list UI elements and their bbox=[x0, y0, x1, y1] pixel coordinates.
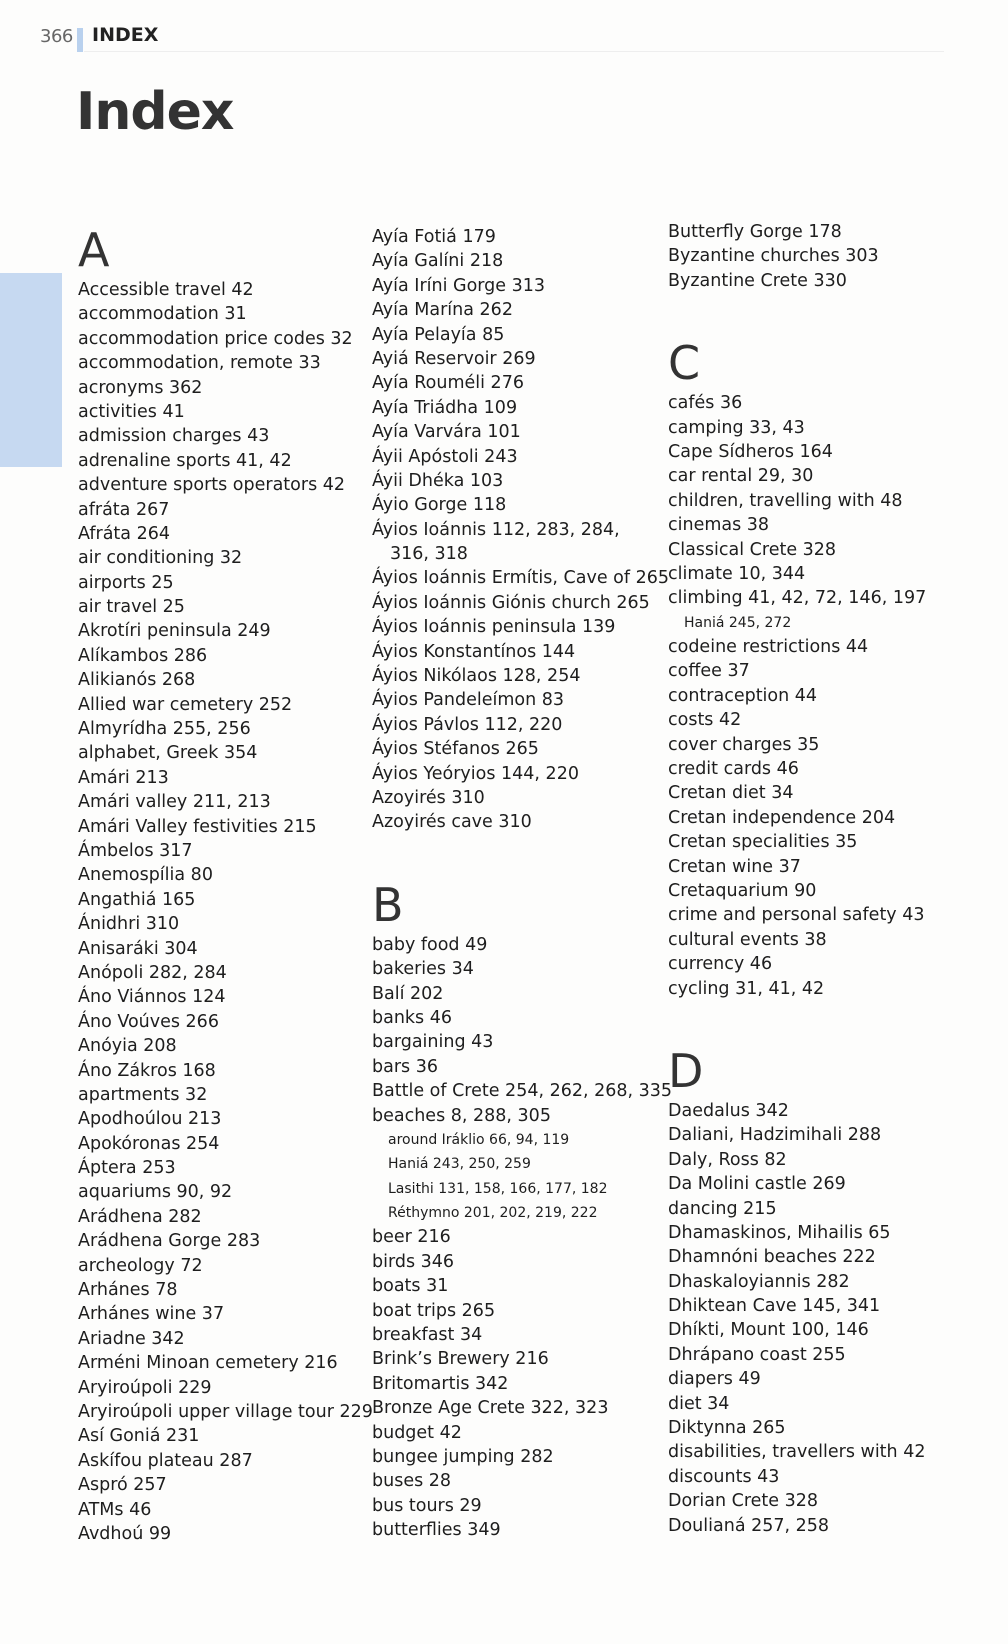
index-entry: Cretan independence 204 bbox=[668, 807, 896, 828]
index-entry: afráta 267 bbox=[78, 499, 170, 520]
index-entry: aquariums 90, 92 bbox=[78, 1182, 233, 1203]
index-entry: Avdhoú 99 bbox=[78, 1523, 172, 1544]
index-entry: Ayía Pelayía 85 bbox=[372, 324, 505, 345]
index-entry: Byzantine Crete 330 bbox=[668, 270, 847, 291]
index-entry: Arhánes 78 bbox=[78, 1280, 178, 1301]
index-entry: accommodation 31 bbox=[78, 304, 247, 325]
index-entry: adrenaline sports 41, 42 bbox=[78, 450, 292, 471]
index-entry: dancing 215 bbox=[668, 1198, 777, 1219]
index-entry: beaches 8, 288, 305 bbox=[372, 1105, 551, 1126]
index-entry: Diktynna 265 bbox=[668, 1418, 786, 1439]
index-entry: Daliani, Hadzimihali 288 bbox=[668, 1125, 882, 1146]
index-entry: airports 25 bbox=[78, 572, 174, 593]
index-entry: Daedalus 342 bbox=[668, 1100, 789, 1121]
index-entry: baby food 49 bbox=[372, 934, 488, 955]
index-entry: Daly, Ross 82 bbox=[668, 1149, 787, 1170]
index-entry: Áno Viánnos 124 bbox=[78, 987, 226, 1008]
index-entry: Cretan specialities 35 bbox=[668, 832, 858, 853]
index-entry: butterflies 349 bbox=[372, 1520, 501, 1541]
index-entry: bars 36 bbox=[372, 1056, 438, 1077]
index-entry: Ayía Triádha 109 bbox=[372, 397, 518, 418]
index-entry: climbing 41, 42, 72, 146, 197 bbox=[668, 588, 927, 609]
index-entry: cultural events 38 bbox=[668, 929, 827, 950]
index-entry: currency 46 bbox=[668, 954, 773, 975]
section-letter-heading: A bbox=[78, 223, 110, 277]
index-entry: car rental 29, 30 bbox=[668, 466, 814, 487]
index-entry: codeine restrictions 44 bbox=[668, 637, 869, 658]
index-entry: Amári Valley festivities 215 bbox=[78, 816, 317, 837]
index-entry: Almyrídha 255, 256 bbox=[78, 719, 251, 740]
index-entry: Áyios Ioánnis peninsula 139 bbox=[372, 617, 616, 638]
index-entry: climate 10, 344 bbox=[668, 563, 806, 584]
index-entry: Arádhena 282 bbox=[78, 1206, 202, 1227]
index-entry: Alíkambos 286 bbox=[78, 645, 208, 666]
index-entry: Áyios Konstantínos 144 bbox=[372, 641, 576, 662]
index-entry: Áptera 253 bbox=[78, 1158, 176, 1179]
index-entry: bargaining 43 bbox=[372, 1032, 494, 1053]
index-entry: breakfast 34 bbox=[372, 1325, 483, 1346]
page-title: Index bbox=[76, 82, 234, 142]
index-entry: Anemospília 80 bbox=[78, 865, 213, 886]
index-entry: Dhamaskinos, Mihailis 65 bbox=[668, 1222, 891, 1243]
index-entry: crime and personal safety 43 bbox=[668, 905, 925, 926]
index-entry: Azoyirés 310 bbox=[372, 787, 485, 808]
index-subentry: Réthymno 201, 202, 219, 222 bbox=[388, 1205, 598, 1222]
index-entry: accommodation price codes 32 bbox=[78, 328, 353, 349]
index-entry: Aryiroúpoli upper village tour 229 bbox=[78, 1401, 373, 1422]
index-entry: ATMs 46 bbox=[78, 1499, 152, 1520]
index-entry: Áyios Stéfanos 265 bbox=[372, 739, 539, 760]
index-entry: buses 28 bbox=[372, 1471, 452, 1492]
index-entry: Ayía Marína 262 bbox=[372, 300, 513, 321]
index-entry: Dhrápano coast 255 bbox=[668, 1344, 846, 1365]
index-entry: Áyios Ioánnis 112, 283, 284, bbox=[372, 519, 620, 540]
index-entry: Ayía Varvára 101 bbox=[372, 422, 521, 443]
index-entry: Classical Crete 328 bbox=[668, 539, 837, 560]
index-entry: Dhamnóni beaches 222 bbox=[668, 1247, 876, 1268]
index-entry: Áyios Ioánnis Giónis church 265 bbox=[372, 592, 650, 613]
index-entry: credit cards 46 bbox=[668, 759, 799, 780]
index-entry: Áyios Pávlos 112, 220 bbox=[372, 714, 563, 735]
index-entry: apartments 32 bbox=[78, 1084, 208, 1105]
index-entry: Balí 202 bbox=[372, 983, 444, 1004]
index-entry: Áyii Apóstoli 243 bbox=[372, 446, 518, 467]
index-entry: Battle of Crete 254, 262, 268, 335 bbox=[372, 1081, 673, 1102]
index-entry: air conditioning 32 bbox=[78, 548, 243, 569]
index-entry: admission charges 43 bbox=[78, 426, 270, 447]
index-entry: Cretan diet 34 bbox=[668, 783, 794, 804]
index-entry: Ayía Rouméli 276 bbox=[372, 373, 524, 394]
index-entry: Accessible travel 42 bbox=[78, 280, 254, 300]
index-entry: Cretaquarium 90 bbox=[668, 880, 817, 901]
index-entry: Bronze Age Crete 322, 323 bbox=[372, 1398, 609, 1419]
index-entry: Aryiroúpoli 229 bbox=[78, 1377, 212, 1398]
index-entry: boat trips 265 bbox=[372, 1300, 496, 1321]
index-entry: coffee 37 bbox=[668, 661, 750, 682]
index-entry: cinemas 38 bbox=[668, 515, 770, 536]
index-entry-continuation: 316, 318 bbox=[390, 544, 468, 565]
index-entry: Áyios Yeóryios 144, 220 bbox=[372, 763, 579, 784]
index-entry: Anisaráki 304 bbox=[78, 938, 198, 959]
index-entry: Anópoli 282, 284 bbox=[78, 962, 227, 983]
index-column-1 bbox=[78, 222, 378, 1546]
index-entry: cover charges 35 bbox=[668, 734, 820, 755]
index-entry: Ánidhri 310 bbox=[78, 914, 180, 935]
index-entry: Ayía Fotiá 179 bbox=[372, 227, 496, 247]
index-entry: Azoyirés cave 310 bbox=[372, 812, 532, 833]
index-entry: Apokóronas 254 bbox=[78, 1133, 220, 1154]
index-entry: alphabet, Greek 354 bbox=[78, 743, 258, 764]
index-entry: acronyms 362 bbox=[78, 377, 203, 398]
index-subentry: Haniá 245, 272 bbox=[684, 614, 792, 631]
index-entry: camping 33, 43 bbox=[668, 417, 805, 438]
index-entry: birds 346 bbox=[372, 1251, 455, 1272]
thumb-tab-marker bbox=[0, 273, 62, 467]
index-entry: budget 42 bbox=[372, 1422, 462, 1443]
index-entry: Ámbelos 317 bbox=[78, 840, 193, 861]
index-entry: Da Molini castle 269 bbox=[668, 1174, 846, 1195]
page-number: 366 bbox=[40, 26, 73, 47]
index-entry: Akrotíri peninsula 249 bbox=[78, 621, 271, 642]
index-entry: bungee jumping 282 bbox=[372, 1446, 554, 1467]
index-entry: Arádhena Gorge 283 bbox=[78, 1231, 261, 1252]
index-entry: Amári 213 bbox=[78, 767, 169, 788]
index-entry: Ayiá Reservoir 269 bbox=[372, 348, 536, 369]
index-entry: Doulianá 257, 258 bbox=[668, 1515, 830, 1536]
index-entry: Cape Sídheros 164 bbox=[668, 441, 833, 462]
index-entry: Britomartis 342 bbox=[372, 1373, 509, 1394]
index-entry: cycling 31, 41, 42 bbox=[668, 978, 825, 999]
index-entry: activities 41 bbox=[78, 401, 185, 422]
index-entry: cafés 36 bbox=[668, 393, 743, 414]
index-entry: Dhiktean Cave 145, 341 bbox=[668, 1296, 881, 1317]
index-entry: children, travelling with 48 bbox=[668, 490, 903, 511]
section-letter-heading: C bbox=[668, 336, 701, 391]
index-entry: archeology 72 bbox=[78, 1255, 203, 1276]
index-entry: Áno Voúves 266 bbox=[78, 1011, 219, 1032]
index-entry: Afráta 264 bbox=[78, 523, 170, 544]
index-entry: Byzantine churches 303 bbox=[668, 246, 879, 267]
index-entry: Así Goniá 231 bbox=[78, 1426, 200, 1447]
header-accent-bar bbox=[77, 28, 83, 52]
running-title: INDEX bbox=[92, 24, 159, 46]
section-letter-heading: B bbox=[372, 877, 404, 932]
index-entry: adventure sports operators 42 bbox=[78, 475, 346, 496]
index-column-2 bbox=[372, 225, 672, 1543]
index-entry: Áyios Pandeleímon 83 bbox=[372, 690, 565, 711]
index-column-3 bbox=[668, 220, 968, 1538]
index-entry: Askífou plateau 287 bbox=[78, 1450, 253, 1471]
index-entry: Ayía Galíni 218 bbox=[372, 251, 504, 272]
index-entry: Arhánes wine 37 bbox=[78, 1304, 225, 1325]
index-entry: Áyios Nikólaos 128, 254 bbox=[372, 666, 581, 687]
index-entry: Áyio Gorge 118 bbox=[372, 495, 507, 516]
index-subentry: around Iráklio 66, 94, 119 bbox=[388, 1131, 570, 1148]
index-entry: Aspró 257 bbox=[78, 1475, 167, 1496]
index-entry: Dorian Crete 328 bbox=[668, 1491, 819, 1512]
index-subentry: Lasithi 131, 158, 166, 177, 182 bbox=[388, 1180, 608, 1197]
index-entry: Áyios Ioánnis Ermítis, Cave of 265 bbox=[372, 568, 669, 589]
index-entry: Alikianós 268 bbox=[78, 670, 196, 691]
section-letter-heading: D bbox=[668, 1043, 704, 1098]
index-entry: bus tours 29 bbox=[372, 1495, 482, 1516]
index-entry: Butterfly Gorge 178 bbox=[668, 222, 842, 242]
index-entry: Ariadne 342 bbox=[78, 1328, 185, 1349]
index-entry: air travel 25 bbox=[78, 597, 185, 618]
index-entry: costs 42 bbox=[668, 710, 742, 731]
index-entry: boats 31 bbox=[372, 1276, 449, 1297]
index-entry: Anóyia 208 bbox=[78, 1036, 177, 1057]
index-entry: Amári valley 211, 213 bbox=[78, 792, 271, 813]
index-entry: bakeries 34 bbox=[372, 959, 474, 980]
index-entry: discounts 43 bbox=[668, 1466, 780, 1487]
index-entry: diet 34 bbox=[668, 1393, 730, 1414]
index-entry: Áno Zákros 168 bbox=[78, 1060, 216, 1081]
index-entry: Ayía Iríni Gorge 313 bbox=[372, 275, 546, 296]
index-entry: Dhaskaloyiannis 282 bbox=[668, 1271, 850, 1292]
index-entry: Cretan wine 37 bbox=[668, 856, 801, 877]
index-entry: Brink’s Brewery 216 bbox=[372, 1349, 549, 1370]
index-entry: Apodhoúlou 213 bbox=[78, 1109, 222, 1130]
header-rule bbox=[84, 51, 944, 52]
index-entry: Dhíkti, Mount 100, 146 bbox=[668, 1320, 869, 1341]
index-entry: Áyii Dhéka 103 bbox=[372, 470, 504, 491]
index-entry: Angathiá 165 bbox=[78, 889, 196, 910]
index-entry: Allied war cemetery 252 bbox=[78, 694, 293, 715]
index-entry: accommodation, remote 33 bbox=[78, 353, 321, 374]
index-entry: banks 46 bbox=[372, 1007, 453, 1028]
index-subentry: Haniá 243, 250, 259 bbox=[388, 1156, 531, 1173]
index-entry: beer 216 bbox=[372, 1227, 451, 1248]
index-entry: contraception 44 bbox=[668, 685, 818, 706]
index-entry: disabilities, travellers with 42 bbox=[668, 1442, 926, 1463]
index-entry: diapers 49 bbox=[668, 1369, 761, 1390]
index-entry: Arméni Minoan cemetery 216 bbox=[78, 1353, 338, 1374]
